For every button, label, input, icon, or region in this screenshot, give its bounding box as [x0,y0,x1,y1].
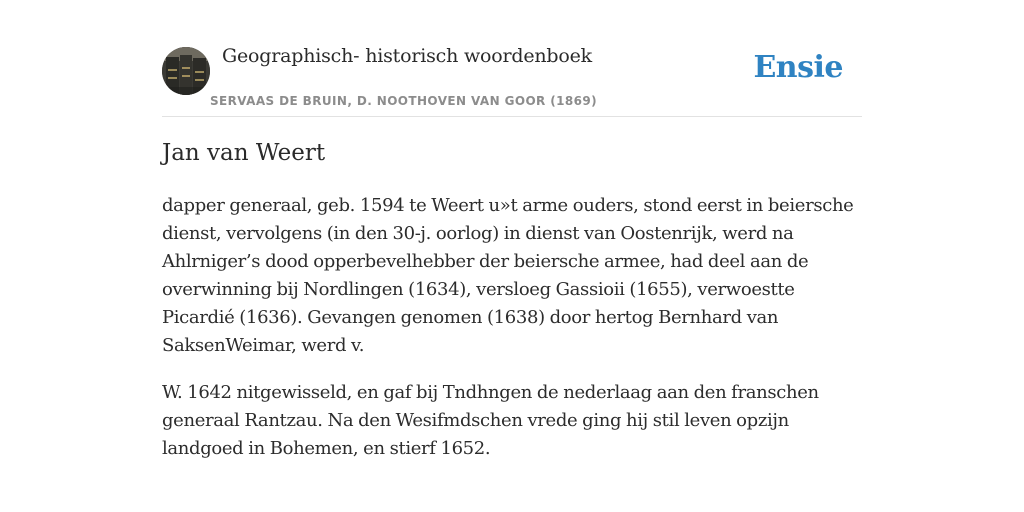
book-author-year: SERVAAS DE BRUIN, D. NOOTHOVEN VAN GOOR (1869) [210,94,598,108]
entry-paragraph: dapper generaal, geb. 1594 te Weert u»t arme ouders, stond eerst in beiersche dienst, vervolgens (in den 30-j. oorlog) in dienst van Oostenrijk, werd na Ahlrniger’s dood opperbevelhebber der beiersche armee, had deel aan de overwinning bij Nordlingen (1634), versloeg Gassioii (1655), verwoestte Picardié (1636). Gevangen genomen (1638) door hertog Bernhard van SaksenWeimar, werd v. [162,195,854,356]
book-spines-icon[interactable] [162,47,210,95]
ensie-logo[interactable]: Ensie [753,50,843,85]
page [162,0,862,512]
book-title[interactable]: Geographisch- historisch woordenboek [222,45,592,67]
entry-body [162,192,862,482]
entry-title: Jan van Weert [162,140,326,166]
entry-paragraph: W. 1642 nitgewisseld, en gaf bij Tndhngen de nederlaag aan den franschen generaal Rantzau. Na den Wesifmdschen vrede ging hij stil leven opzijn landgoed in Bohemen, en stierf 1652. [162,382,819,459]
book-header [162,0,862,117]
